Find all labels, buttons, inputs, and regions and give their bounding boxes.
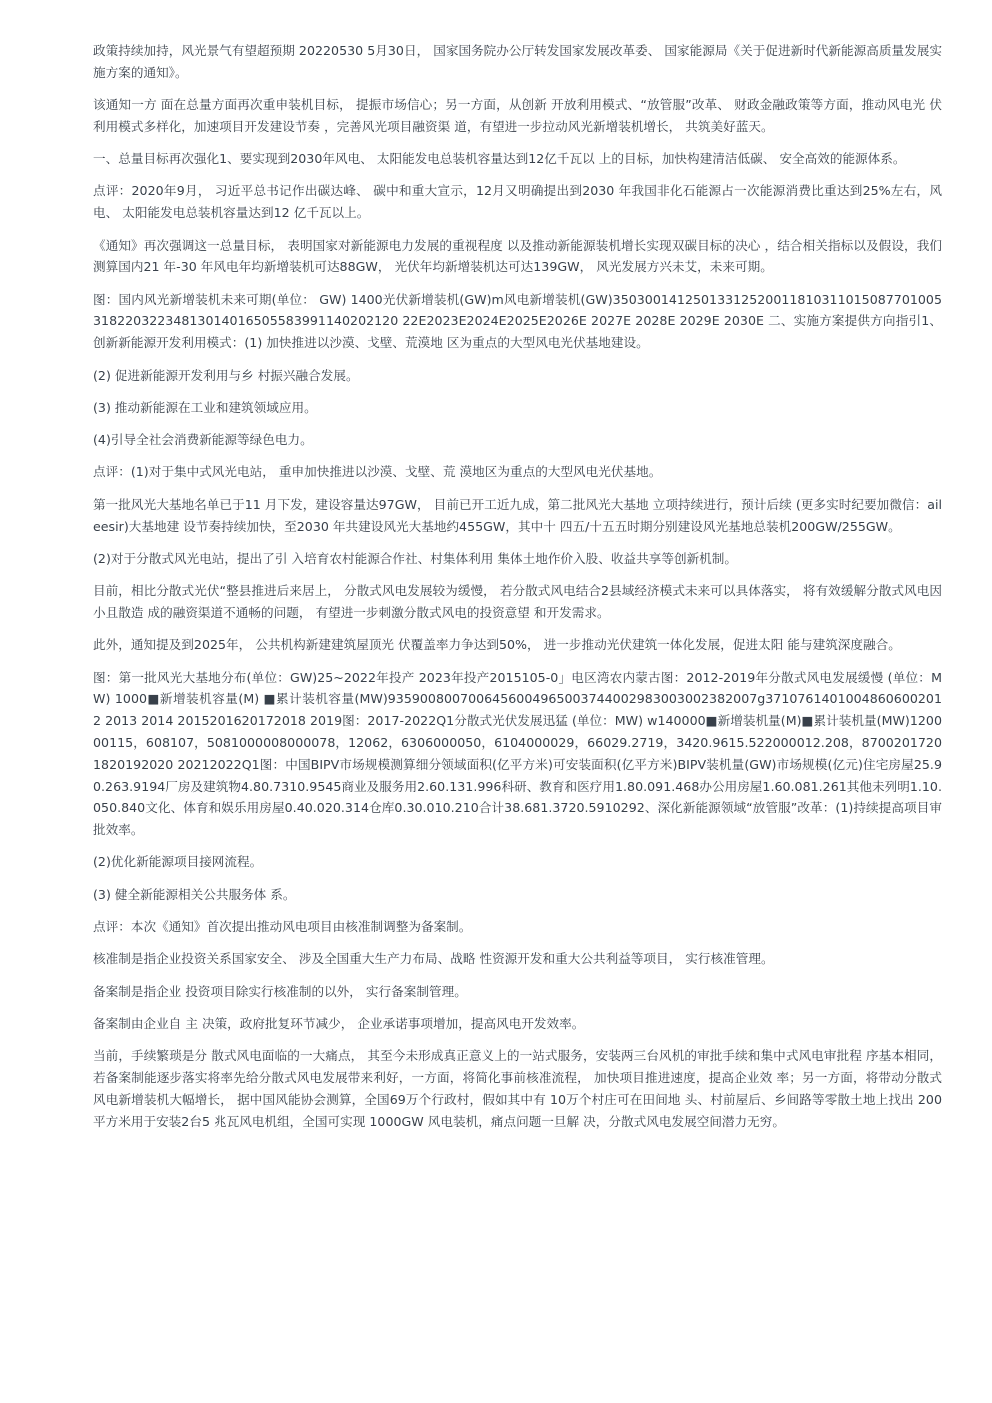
paragraph-filing-benefit: 备案制由企业自 主 决策，政府批复环节减少， 企业承诺事项增加，提高风电开发效率。 <box>93 1015 585 1031</box>
paragraph-comment-carbon-goal: 点评：2020年9月， 习近平总书记作出碳达峰、 碳中和重大宣示，12月又明确提出到2030 年我国非化石能源占一次能源消费比重达到25%左右，风电、 太阳能发电总装机容量达到12 亿千瓦以上。 <box>93 183 942 221</box>
paragraph-distributed-mechanism: (2)对于分散式风光电站，提出了引 入培育农村能源合作社、村集体利用 集体土地作价入股、收益共享等创新机制。 <box>93 550 738 566</box>
paragraph-notice-summary: 该通知一方 面在总量方面再次重申装机目标， 提振市场信心；另一方面，从创新 开放利用模式、“放管服”改革、 财政金融政策等方面，推动风电光 伏利用模式多样化，加速项目开发建设节奏 ，完善风光项目融资渠 道，有望进一步拉动风光新增装机增长， 共筑美好蓝天。 <box>93 97 942 134</box>
paragraph-item-public-service: (3) 健全新能源相关公共服务体 系。 <box>93 886 296 902</box>
paragraph-rooftop-pv-target: 此外，通知提及到2025年， 公共机构新建建筑屋顶光 伏覆盖率力争达到50%， 进一步推动光伏建筑一体化发展，促进太阳 能与建筑深度融合。 <box>93 637 901 653</box>
paragraph-first-batch-bases: 第一批风光大基地名单已于11 月下发，建设容量达97GW， 目前已开工近九成，第二批风光大基地 立项持续进行，预计后续 (更多实时纪要加微信：aileesir)大基地建 设节奏持续加快，至2030 年共建设风光大基地约455GW，其中十 四五/十五五时期分别建设风光基地总装机200GW/255GW。 <box>93 496 942 534</box>
paragraph-item-grid-connection: (2)优化新能源项目接网流程。 <box>93 854 263 870</box>
paragraph-notice-emphasis: 《通知》再次强调这一总量目标， 表明国家对新能源电力发展的重视程度 以及推动新能源装机增长实现双碳目标的决心 ，结合相关指标以及假设，我们测算国内21 年-30 年风电年均新增装机可达88GW， 光伏年均新增装机达可达139GW， 风光发展方兴未艾，未来可期。 <box>93 237 942 275</box>
paragraph-distributed-wind-status: 目前，相比分散式光伏“整县推进后来居上， 分散式风电发展较为缓慢， 若分散式风电结合2县域经济模式未来可以具体落实， 将有效缓解分散式风电因小且散造 成的融资渠道不通畅的问题， 有望进一步刺激分散式风电的投资意望 和开发需求。 <box>93 583 942 620</box>
paragraph-total-target: 一、总量目标再次强化1、要实现到2030年风电、 太阳能发电总装机容量达到12亿千瓦以 上的目标，加快构建清洁低碳、 安全高效的能源体系。 <box>93 151 906 167</box>
paragraph-figure-installation-forecast: 图：国内风光新增装机未来可期(单位： GW) 1400光伏新增装机(GW)m风电新增装机(GW)3503001412501331252001181031101508770100531822032234813014016505583991140202120 22E2023E2024E2025E2026E 2027E 2028E 2029E 2030E 二、实施方案提供方向指引1、创新新能源开发利用模式：(1) 加快推进以沙漠、戈壁、荒漠地 区为重点的大型风电光伏基地建设。 <box>93 291 942 351</box>
paragraph-comment-filing-system: 点评：本次《通知》首次提出推动风电项目由核准制调整为备案制。 <box>93 919 472 934</box>
paragraph-approval-definition: 核准制是指企业投资关系国家安全、 涉及全国重大生产力布局、战略 性资源开发和重大公共利益等项目， 实行核准管理。 <box>93 951 774 967</box>
paragraph-policy-intro: 政策持续加持，风光景气有望超预期 20220530 5月30日， 国家国务院办公厅转发国家发展改革委、 国家能源局《关于促进新时代新能源高质量发展实施方案的通知》。 <box>93 43 942 80</box>
paragraph-comment-centralized: 点评：(1)对于集中式风光电站， 重申加快推进以沙漠、戈壁、荒 漠地区为重点的大型风电光伏基地。 <box>93 464 662 480</box>
paragraph-figures-bipv: 图：第一批风光大基地分布(单位：GW)25~2022年投产 2023年投产2015105-0」电区湾农内蒙古图：2012-2019年分散式风电发展缓慢 (单位：MW) 1000■新增装机容量(M) ■累计装机容量(MW)9359008007006456004965003744002983003002382007g37107614010048606002012 2013 2014 2015201620172018 2019图：2017-2022Q1分散式光伏发展迅猛 (单位：MW) w140000■新增装机量(M)■累计装机量(MW)120000115，608107，5081000008000078，12062，6306000050，6104000029，66029.2719，3420.9615.522000012.208，87002017201820192020 20212022Q1图：中国BIPV市场规模测算细分领域面积(亿平方米)可安装面积(亿平方米)BIPV装机量(GW)市场规模(亿元)住宅房屋25.90.263.9194厂房及建筑物4.80.7310.9545商业及服务用2.60.131.996科研、教育和医疗用1.80.091.468办公用房屋1.60.081.261其他未列明1.10.050.840文化、体育和娱乐用房屋0.40.020.314仓库0.30.010.210合计38.681.3720.5910292、深化新能源领域“放管服”改革：(1)持续提高项目审批效率。 <box>93 669 942 838</box>
paragraph-distributed-wind-outlook: 当前，手续繁琐是分 散式风电面临的一大痛点， 其至今未形成真正意义上的一站式服务，安装两三台风机的审批手续和集中式风电审批程 序基本相同， 若备案制能逐步落实将率先给分散式风电发展带来利好，一方面，将简化事前核准流程， 加快项目推进速度，提高企业效 率；另一方面，将带动分散式风电新增装机大幅增长， 据中国风能协会测算，全国69万个行政村，假如其中有 10万个村庄可在田间地 头、村前屋后、乡间路等零散土地上找出 200平方米用于安装2台5 兆瓦风电机组，全国可实现 1000GW 风电装机，痛点问题一旦解 决，分散式风电发展空间潜力无穷。 <box>93 1048 942 1129</box>
paragraph-filing-definition: 备案制是指企业 投资项目除实行核准制的以外， 实行备案制管理。 <box>93 983 467 999</box>
paragraph-item-industry-building: (3) 推动新能源在工业和建筑领域应用。 <box>93 399 317 415</box>
paragraph-item-rural-revitalization: (2) 促进新能源开发利用与乡 村振兴融合发展。 <box>93 367 359 383</box>
paragraph-item-green-power: (4)引导全社会消费新能源等绿色电力。 <box>93 432 313 448</box>
